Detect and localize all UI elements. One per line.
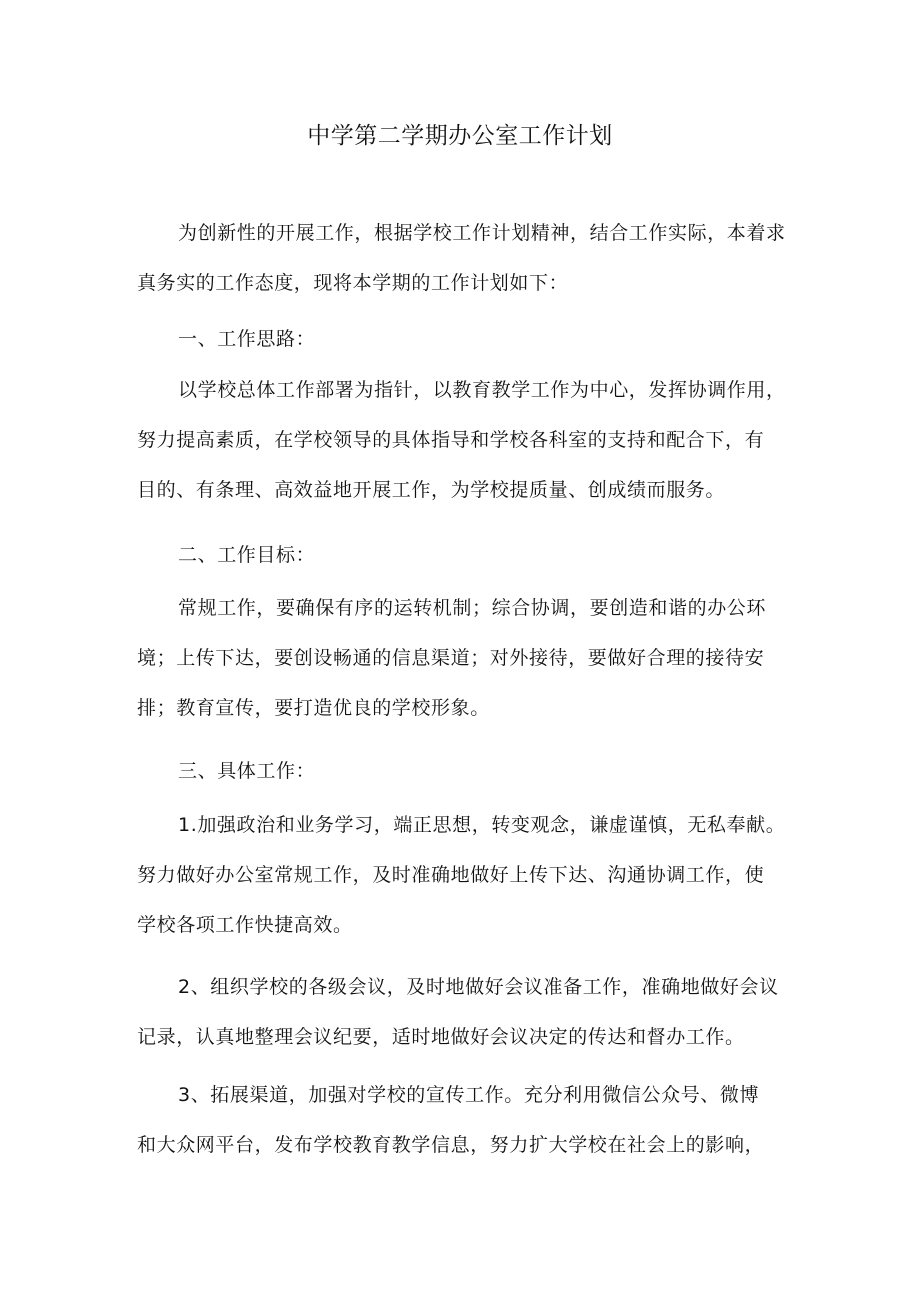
section-heading-goals	[137, 530, 789, 580]
paragraph-line: 真务实的工作态度，现将本学期的工作计划如下：	[137, 272, 569, 294]
paragraph-line: 为创新性的开展工作，根据学校工作计划精神，结合工作实际，本着求	[178, 222, 786, 244]
paragraph-goals	[137, 583, 789, 733]
paragraph-line: 境；上传下达，要创设畅通的信息渠道；对外接待，要做好合理的接待安	[137, 647, 765, 669]
paragraph-approach	[137, 365, 789, 515]
heading-text: 二、工作目标：	[178, 544, 316, 566]
paragraph-line: 3、拓展渠道，加强对学校的宣传工作。充分利用微信公众号、微博	[178, 1084, 760, 1106]
paragraph-line: 1.加强政治和业务学习，端正思想，转变观念，谦虚谨慎，无私奉献。	[178, 814, 786, 836]
paragraph-line: 努力提高素质，在学校领导的具体指导和学校各科室的支持和配合下，有	[137, 429, 765, 451]
section-heading-approach	[137, 314, 789, 364]
paragraph-item-3	[137, 1070, 789, 1170]
document-title: 中学第二学期办公室工作计划	[307, 123, 613, 149]
paragraph-item-2	[137, 962, 789, 1062]
heading-text: 一、工作思路：	[178, 328, 316, 350]
paragraph-line: 常规工作，要确保有序的运转机制；综合协调，要创造和谐的办公环	[178, 597, 767, 619]
heading-text: 三、具体工作：	[178, 760, 316, 782]
section-heading-tasks	[137, 746, 789, 796]
paragraph-line: 学校各项工作快捷高效。	[137, 914, 353, 936]
paragraph-item-1	[137, 800, 789, 950]
paragraph-line: 记录，认真地整理会议纪要，适时地做好会议决定的传达和督办工作。	[137, 1026, 745, 1048]
paragraph-line: 和大众网平台，发布学校教育教学信息，努力扩大学校在社会上的影响，	[137, 1134, 765, 1156]
paragraph-line: 努力做好办公室常规工作，及时准确地做好上传下达、沟通协调工作，使	[137, 864, 765, 886]
paragraph-intro	[137, 208, 789, 308]
paragraph-line: 目的、有条理、高效益地开展工作，为学校提质量、创成绩而服务。	[137, 479, 726, 501]
paragraph-line: 以学校总体工作部署为指针，以教育教学工作为中心，发挥协调作用，	[178, 379, 786, 401]
paragraph-line: 2、组织学校的各级会议，及时地做好会议准备工作，准确地做好会议	[178, 976, 779, 998]
paragraph-line: 排；教育宣传，要打造优良的学校形象。	[137, 697, 490, 719]
